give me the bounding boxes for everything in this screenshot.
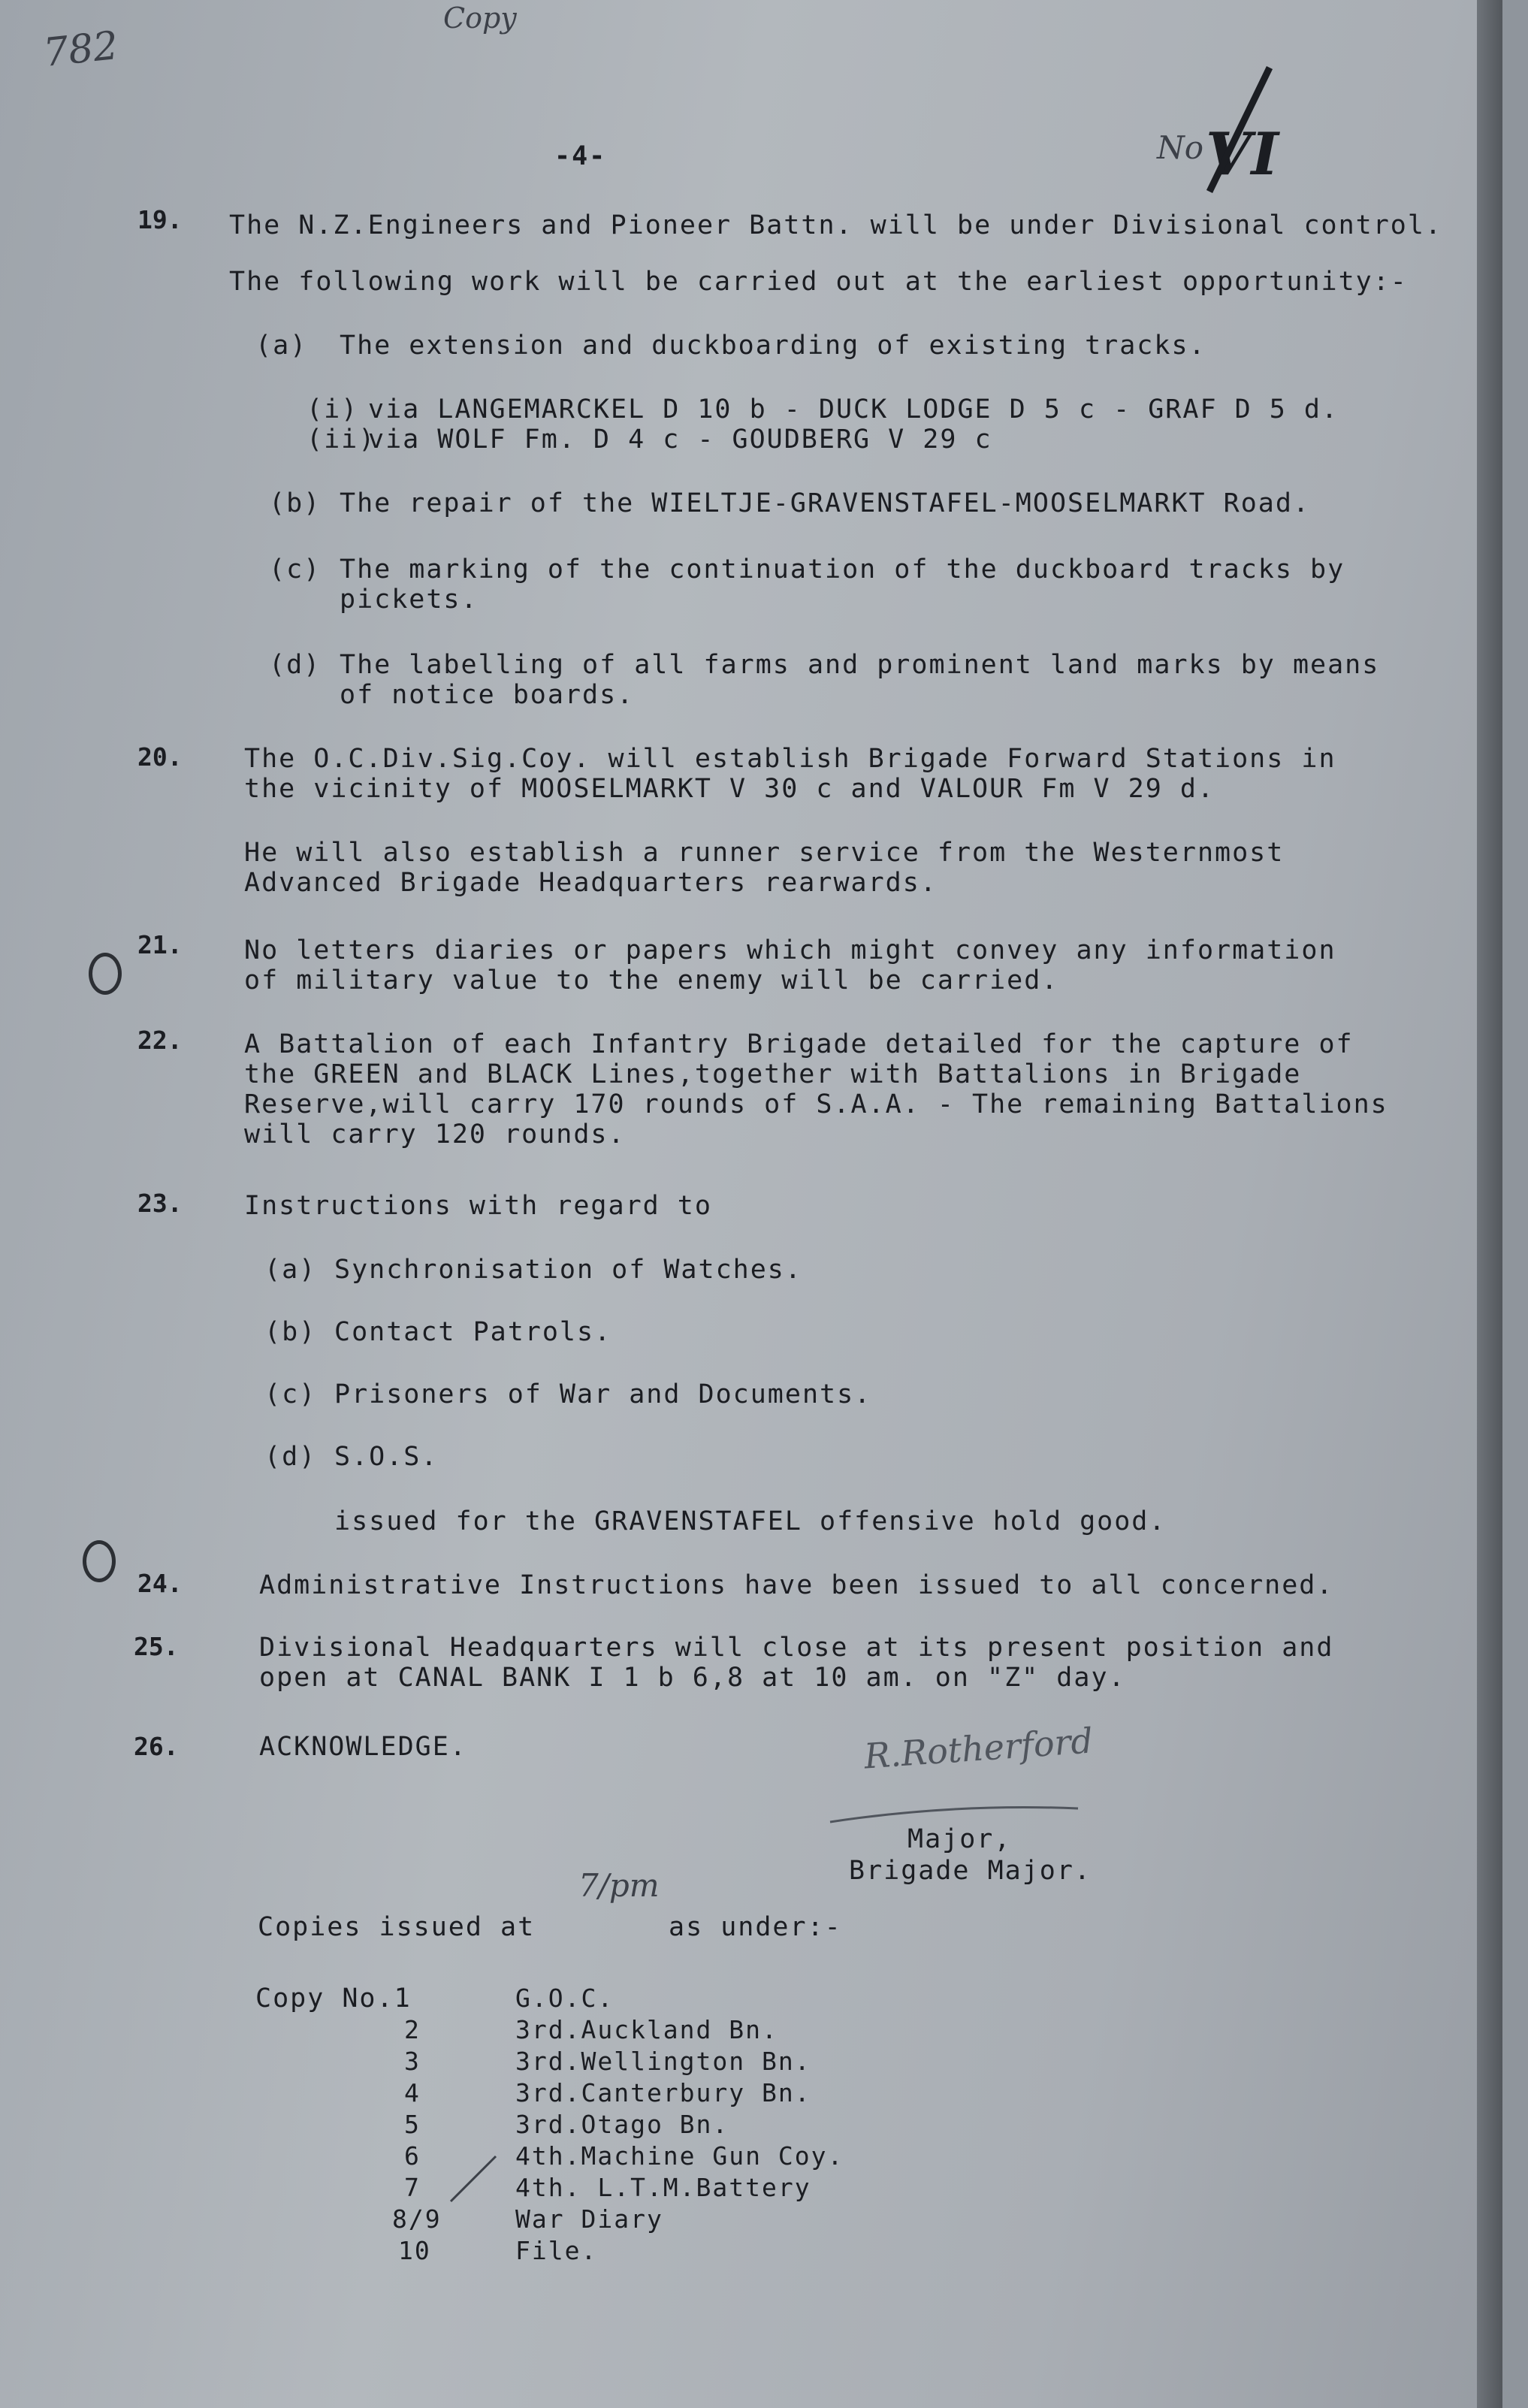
instruction-a-label: (a) — [264, 1255, 317, 1285]
signature-handwritten: R.Rotherford — [862, 1720, 1095, 1777]
copy-recipient: 3rd.Otago Bn. — [515, 2110, 729, 2139]
instruction-b-text: Contact Patrols. — [334, 1317, 612, 1347]
copy-number: 4 — [404, 2078, 421, 2107]
page-number: -4- — [554, 141, 607, 171]
punch-hole-lower — [83, 1540, 116, 1582]
copy-number: 2 — [404, 2015, 421, 2044]
copy-number: 10 — [398, 2236, 431, 2265]
para-19-line-2: The following work will be carried out at the earliest opportunity:- — [229, 267, 1408, 297]
work-item-ii-label: (ii) — [307, 424, 376, 455]
page-edge — [1477, 0, 1502, 2408]
work-item-ii-text: via WOLF Fm. D 4 c - GOUDBERG V 29 c — [368, 424, 992, 455]
work-item-i-text: via LANGEMARCKEL D 10 b - DUCK LODGE D 5 c - GRAF D 5 d. — [368, 394, 1339, 424]
para-20-line-3: He will also establish a runner service from the Westernmost — [244, 838, 1285, 868]
para-22-line-4: will carry 120 rounds. — [244, 1119, 626, 1150]
para-25-number: 25. — [134, 1632, 179, 1661]
work-item-a-text: The extension and duckboarding of existing tracks. — [340, 331, 1206, 361]
copy-recipient: 3rd.Auckland Bn. — [515, 2015, 778, 2044]
copies-heading: Copy No.1 — [255, 1984, 412, 2014]
work-item-b-text: The repair of the WIELTJE-GRAVENSTAFEL-MOOSELMARKT Road. — [340, 488, 1311, 518]
copy-number: 7 — [404, 2173, 421, 2202]
work-item-d-text-cont: of notice boards. — [340, 680, 635, 710]
appendix-numeral: VI — [1206, 120, 1279, 189]
work-item-b-label: (b) — [269, 488, 322, 518]
para-20-line-1: The O.C.Div.Sig.Coy. will establish Brigade Forward Stations in — [244, 744, 1336, 774]
copy-recipient: 4th. L.T.M.Battery — [515, 2173, 811, 2202]
instruction-b-label: (b) — [264, 1317, 317, 1347]
signature-title: Brigade Major. — [849, 1856, 1092, 1886]
work-item-a-label: (a) — [255, 331, 308, 361]
work-item-c-text-cont: pickets. — [340, 585, 479, 615]
copy-recipient: G.O.C. — [515, 1984, 615, 2013]
para-20-number: 20. — [137, 742, 183, 772]
work-item-c-label: (c) — [269, 554, 322, 585]
copies-issued-suffix: as under:- — [669, 1912, 842, 1942]
para-26-number: 26. — [134, 1732, 179, 1761]
work-item-i-label: (i) — [307, 394, 359, 424]
copy-number: 3 — [404, 2047, 421, 2076]
instructions-closing: issued for the GRAVENSTAFEL offensive hold good. — [334, 1506, 1167, 1536]
para-19-number: 19. — [137, 205, 183, 234]
corner-mark: 782 — [41, 23, 121, 77]
para-21-line-2: of military value to the enemy will be carried. — [244, 965, 1059, 996]
copy-recipient: 3rd.Wellington Bn. — [515, 2047, 811, 2076]
copy-recipient: 3rd.Canterbury Bn. — [515, 2078, 811, 2107]
signature-rank: Major, — [907, 1824, 1012, 1854]
punch-hole-upper — [89, 953, 122, 995]
copy-number: 8/9 — [392, 2204, 442, 2234]
appendix-slash-mark — [1194, 60, 1277, 203]
instruction-d-label: (d) — [264, 1442, 317, 1472]
para-22-number: 22. — [137, 1026, 183, 1055]
para-22-line-3: Reserve,will carry 170 rounds of S.A.A. - The remaining Battalions — [244, 1089, 1388, 1119]
tick-mark — [443, 2149, 503, 2209]
para-25-line-2: open at CANAL BANK I 1 b 6,8 at 10 am. on "Z" day. — [259, 1663, 1126, 1693]
copies-issued-time: 7/pm — [578, 1867, 660, 1904]
instruction-c-label: (c) — [264, 1379, 317, 1409]
appendix-label: No — [1157, 129, 1204, 166]
copy-recipient: War Diary — [515, 2204, 663, 2234]
para-22-line-2: the GREEN and BLACK Lines,together with Battalions in Brigade — [244, 1059, 1302, 1089]
para-26-line-1: ACKNOWLEDGE. — [259, 1732, 467, 1762]
para-25-line-1: Divisional Headquarters will close at its present position and — [259, 1633, 1334, 1663]
work-item-d-text: The labelling of all farms and prominent land marks by means — [340, 650, 1380, 680]
copies-issued-prefix: Copies issued at — [258, 1912, 536, 1942]
para-20-line-4: Advanced Brigade Headquarters rearwards. — [244, 868, 938, 898]
para-23-line-1: Instructions with regard to — [244, 1191, 712, 1221]
para-20-line-2: the vicinity of MOOSELMARKT V 30 c and VALOUR Fm V 29 d. — [244, 774, 1215, 804]
para-24-line-1: Administrative Instructions have been issued to all concerned. — [259, 1570, 1334, 1600]
copy-recipient: 4th.Machine Gun Coy. — [515, 2141, 844, 2171]
work-item-d-label: (d) — [269, 650, 322, 680]
instruction-d-text: S.O.S. — [334, 1442, 439, 1472]
instruction-c-text: Prisoners of War and Documents. — [334, 1379, 872, 1409]
para-21-number: 21. — [137, 930, 183, 959]
copy-number: 6 — [404, 2141, 421, 2171]
para-21-line-1: No letters diaries or papers which might convey any information — [244, 935, 1336, 965]
copy-number: 5 — [404, 2110, 421, 2139]
work-item-c-text: The marking of the continuation of the duckboard tracks by — [340, 554, 1345, 585]
instruction-a-text: Synchronisation of Watches. — [334, 1255, 802, 1285]
para-22-line-1: A Battalion of each Infantry Brigade detailed for the capture of — [244, 1029, 1354, 1059]
para-19-line-1: The N.Z.Engineers and Pioneer Battn. will be under Divisional control. — [229, 210, 1443, 240]
para-24-number: 24. — [137, 1569, 183, 1598]
top-handwriting: Copy — [443, 2, 517, 35]
para-23-number: 23. — [137, 1189, 183, 1218]
copy-recipient: File. — [515, 2236, 598, 2265]
